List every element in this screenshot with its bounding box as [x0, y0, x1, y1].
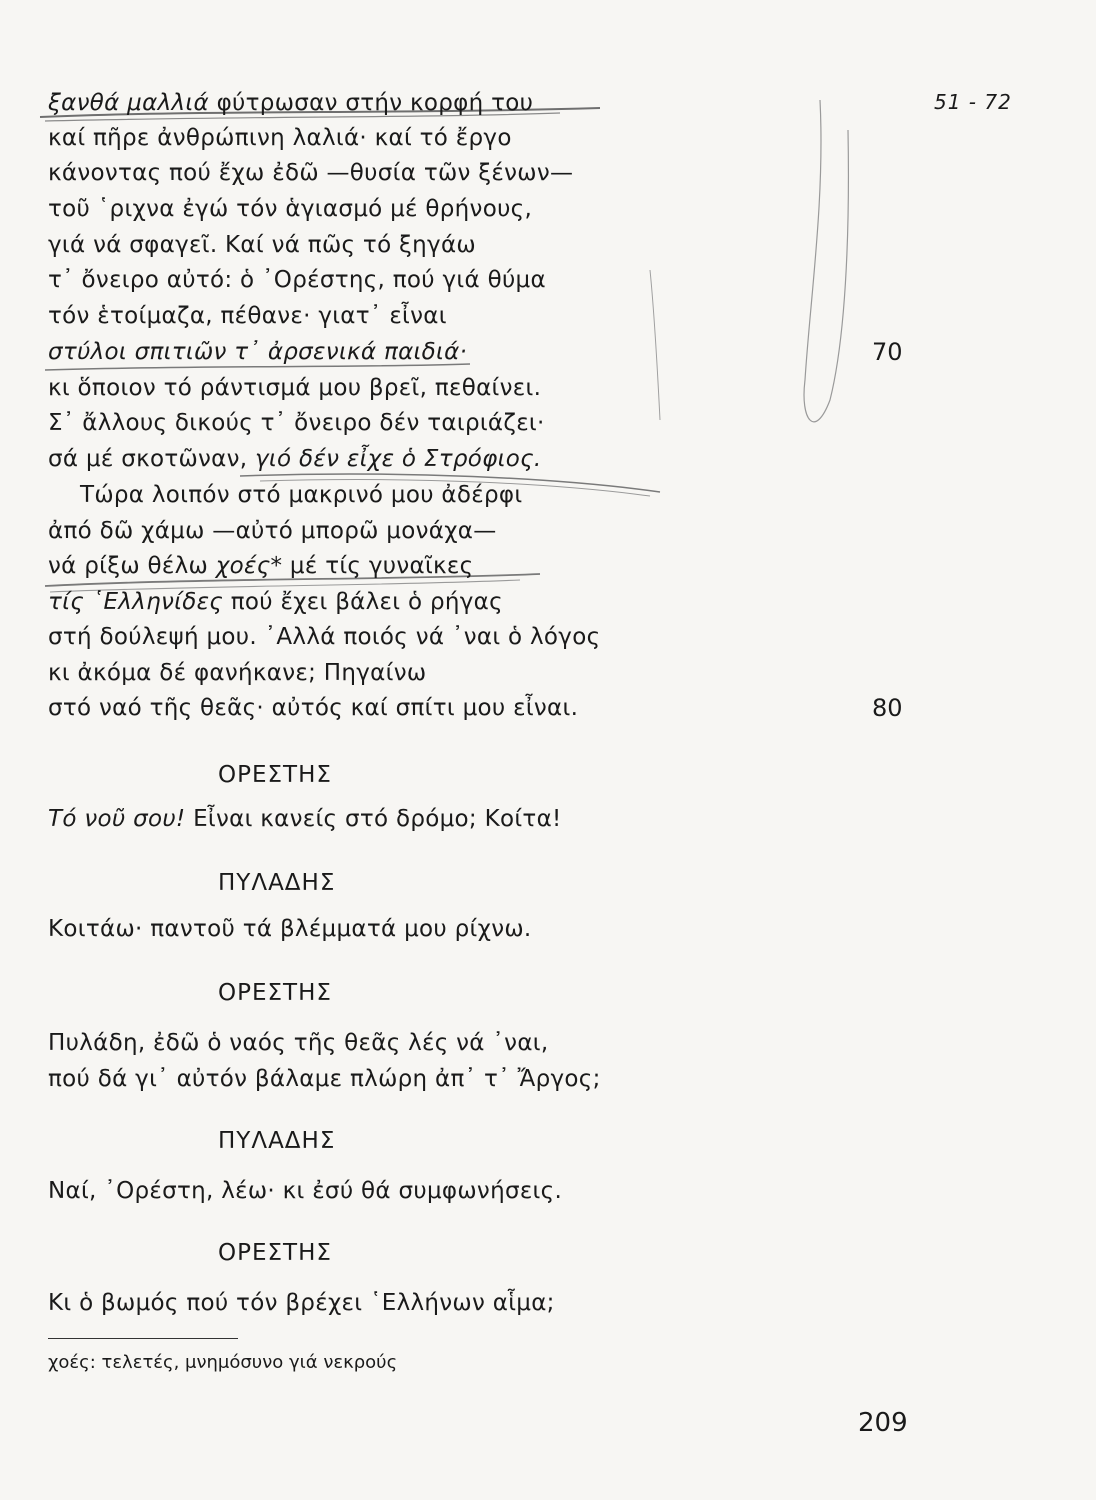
margin-scribble — [804, 100, 848, 422]
verse-line-12: Τώρα λοιπόν στό μακρινό μου ἀδέρφι — [80, 482, 523, 508]
verse-line-10: Σ᾽ ἄλλους δικούς τ᾽ ὄνειρο δέν ταιριάζει· — [48, 410, 545, 436]
footnote-rule — [48, 1338, 238, 1339]
verse-line-9: κι ὅποιον τό ράντισμά μου βρεῖ, πεθαίνει. — [48, 375, 542, 401]
verse-line-11: σά μέ σκοτῶναν, γιό δέν εἶχε ὁ Στρόφιος. — [48, 446, 542, 472]
verse-line-4: τοῦ ῾ριχνα ἐγώ τόν ἁγιασμό μέ θρήνους, — [48, 196, 533, 222]
dialogue-line-5: Ναί, ᾽Ορέστη, λέω· κι ἐσύ θά συμφωνήσεις. — [48, 1178, 563, 1204]
verse-line-1: ξανθά μαλλιά φύτρωσαν στήν κορφή του — [48, 90, 534, 116]
verse-line-16: στή δούλεψή μου. ᾽Αλλά ποιός νά ᾽ναι ὁ λόγος — [48, 624, 601, 650]
verse-line-2: καί πῆρε ἀνθρώπινη λαλιά· καί τό ἔργο — [48, 125, 512, 151]
dialogue-line-6: Κι ὁ βωμός πού τόν βρέχει ῾Ελλήνων αἷμα; — [48, 1290, 555, 1316]
verse-line-14: νά ρίξω θέλω χοές* μέ τίς γυναῖκες — [48, 553, 474, 579]
verse-line-8: στύλοι σπιτιῶν τ᾽ ἀρσενικά παιδιά· — [48, 339, 468, 365]
dialogue-line-2: Κοιτάω· παντοῦ τά βλέμματά μου ρίχνω. — [48, 916, 532, 942]
verse-line-5: γιά νά σφαγεῖ. Καί νά πῶς τό ξηγάω — [48, 232, 476, 258]
verse-line-17: κι ἀκόμα δέ φανήκανε; Πηγαίνω — [48, 660, 427, 686]
line-number-70: 70 — [872, 338, 903, 366]
margin-scribble-2 — [650, 270, 660, 420]
speaker-orestes-2: ΟΡΕΣΤΗΣ — [218, 980, 332, 1006]
page-number: 209 — [858, 1408, 908, 1438]
speaker-pylades-2: ΠΥΛΑΔΗΣ — [218, 1128, 336, 1154]
verse-line-6: τ᾽ ὄνειρο αὐτό: ὁ ᾽Ορέστης, πού γιά θύμα — [48, 267, 546, 293]
speaker-pylades-1: ΠΥΛΑΔΗΣ — [218, 870, 336, 896]
verse-line-7: τόν ἑτοίμαζα, πέθανε· γιατ᾽ εἶναι — [48, 303, 447, 329]
dialogue-line-4: πού δά γι᾽ αὐτόν βάλαμε πλώρη ἀπ᾽ τ᾽ Ἄργος; — [48, 1066, 601, 1092]
speaker-orestes-1: ΟΡΕΣΤΗΣ — [218, 762, 332, 788]
verse-line-15: τίς ῾Ελληνίδες πού ἔχει βάλει ὁ ρήγας — [48, 589, 503, 615]
verse-line-3: κάνοντας πού ἔχω ἐδῶ —θυσία τῶν ξένων— — [48, 160, 574, 186]
line-range-reference: 51 - 72 — [934, 90, 1012, 114]
dialogue-line-1: Τό νοῦ σου! Εἶναι κανείς στό δρόμο; Κοίτα! — [48, 806, 562, 832]
dialogue-line-3: Πυλάδη, ἐδῶ ὁ ναός τῆς θεᾶς λές νά ᾽ναι, — [48, 1030, 549, 1056]
verse-line-13: ἀπό δῶ χάμω —αὐτό μπορῶ μονάχα— — [48, 518, 497, 544]
verse-line-18: στό ναό τῆς θεᾶς· αὐτός καί σπίτι μου εἶναι. — [48, 695, 579, 721]
speaker-orestes-3: ΟΡΕΣΤΗΣ — [218, 1240, 332, 1266]
footnote: χοές: τελετές, μνημόσυνο γιά νεκρούς — [48, 1352, 398, 1373]
line-number-80: 80 — [872, 694, 903, 722]
